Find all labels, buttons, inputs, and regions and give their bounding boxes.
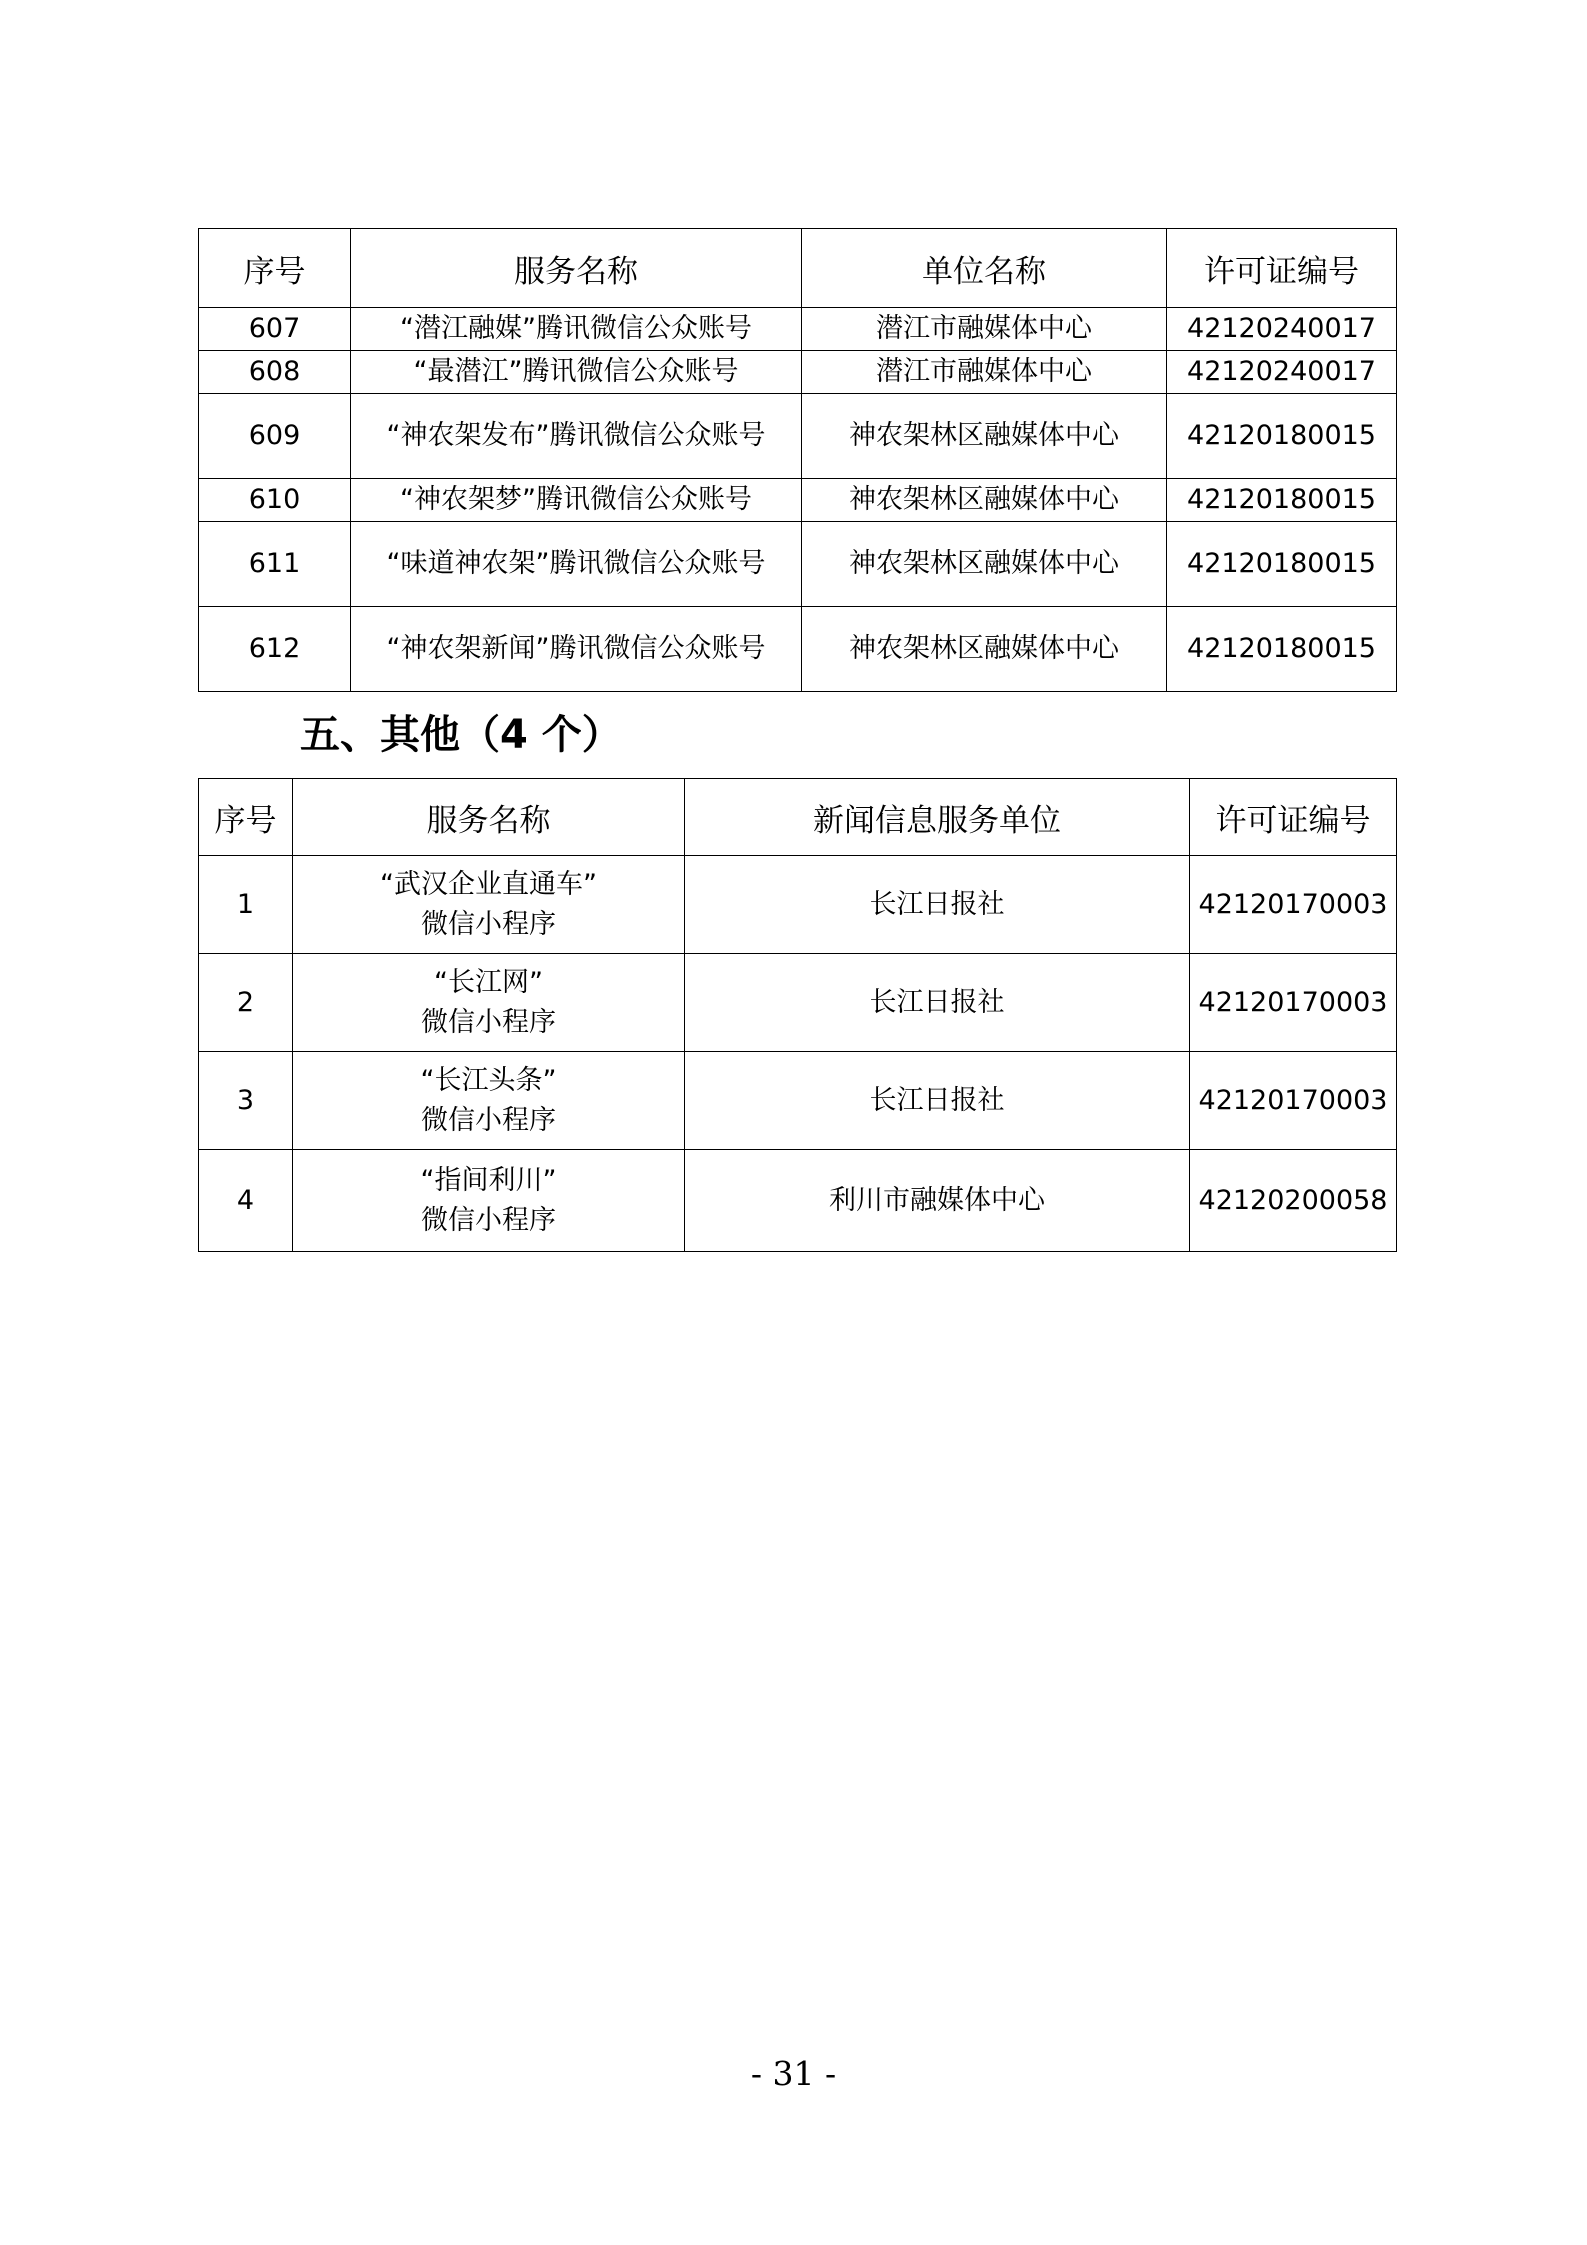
cell-license-number: 42120180015 [1167, 522, 1397, 607]
header-unit-name: 单位名称 [802, 229, 1167, 308]
table-row [199, 351, 1397, 394]
header-serial: 序号 [199, 229, 351, 308]
service-name-line: “指间利川” [420, 1164, 557, 1196]
table-row [199, 308, 1397, 351]
service-name-line: “长江头条” [420, 1064, 557, 1096]
table-row [199, 1052, 1397, 1150]
cell-license-number: 42120170003 [1190, 1052, 1397, 1150]
cell-unit-name: 潜江市融媒体中心 [802, 351, 1167, 394]
cell-serial: 609 [199, 394, 351, 479]
page-number: - 31 - [750, 2054, 837, 2093]
header-service-name: 服务名称 [351, 229, 802, 308]
service-type-line: 微信小程序 [421, 1104, 556, 1136]
table-header-row [199, 229, 1397, 308]
cell-unit-name: 潜江市融媒体中心 [802, 308, 1167, 351]
cell-service-name: “神农架新闻”腾讯微信公众账号 [351, 607, 802, 692]
cell-service-name: “味道神农架”腾讯微信公众账号 [351, 522, 802, 607]
cell-service-name [293, 1052, 685, 1150]
service-type-line: 微信小程序 [421, 1006, 556, 1038]
cell-serial: 610 [199, 479, 351, 522]
cell-serial: 3 [199, 1052, 293, 1150]
section-heading: 五、其他（4 个） [300, 712, 622, 758]
cell-serial: 4 [199, 1150, 293, 1252]
cell-license-number: 42120240017 [1167, 351, 1397, 394]
cell-license-number: 42120170003 [1190, 856, 1397, 954]
cell-service-name [293, 856, 685, 954]
cell-service-name [293, 1150, 685, 1252]
service-name-line: “武汉企业直通车” [380, 868, 597, 900]
cell-license-number: 42120200058 [1190, 1150, 1397, 1252]
header-serial: 序号 [199, 779, 293, 856]
cell-serial: 611 [199, 522, 351, 607]
cell-service-name: “神农架梦”腾讯微信公众账号 [351, 479, 802, 522]
table-row [199, 1150, 1397, 1252]
header-news-service-unit: 新闻信息服务单位 [685, 779, 1190, 856]
cell-unit-name: 神农架林区融媒体中心 [802, 394, 1167, 479]
cell-serial: 608 [199, 351, 351, 394]
table-row [199, 522, 1397, 607]
cell-service-name: “神农架发布”腾讯微信公众账号 [351, 394, 802, 479]
service-type-line: 微信小程序 [421, 1204, 556, 1236]
service-table-continued [198, 228, 1397, 692]
service-type-line: 微信小程序 [421, 908, 556, 940]
cell-unit-name: 神农架林区融媒体中心 [802, 479, 1167, 522]
cell-unit-name: 长江日报社 [685, 1052, 1190, 1150]
cell-unit-name: 长江日报社 [685, 954, 1190, 1052]
cell-service-name: “潜江融媒”腾讯微信公众账号 [351, 308, 802, 351]
cell-service-name [293, 954, 685, 1052]
table-row [199, 394, 1397, 479]
other-services-table [198, 778, 1397, 1252]
cell-license-number: 42120180015 [1167, 607, 1397, 692]
service-name-line: “长江网” [434, 966, 543, 998]
cell-license-number: 42120180015 [1167, 479, 1397, 522]
cell-unit-name: 利川市融媒体中心 [685, 1150, 1190, 1252]
table-row [199, 856, 1397, 954]
cell-license-number: 42120180015 [1167, 394, 1397, 479]
cell-serial: 1 [199, 856, 293, 954]
table-header-row [199, 779, 1397, 856]
cell-license-number: 42120240017 [1167, 308, 1397, 351]
table-row [199, 479, 1397, 522]
header-license-number: 许可证编号 [1167, 229, 1397, 308]
cell-service-name: “最潜江”腾讯微信公众账号 [351, 351, 802, 394]
cell-license-number: 42120170003 [1190, 954, 1397, 1052]
cell-unit-name: 神农架林区融媒体中心 [802, 607, 1167, 692]
cell-serial: 2 [199, 954, 293, 1052]
cell-serial: 612 [199, 607, 351, 692]
table-row [199, 607, 1397, 692]
header-license-number: 许可证编号 [1190, 779, 1397, 856]
table-row [199, 954, 1397, 1052]
cell-unit-name: 长江日报社 [685, 856, 1190, 954]
cell-unit-name: 神农架林区融媒体中心 [802, 522, 1167, 607]
cell-serial: 607 [199, 308, 351, 351]
header-service-name: 服务名称 [293, 779, 685, 856]
